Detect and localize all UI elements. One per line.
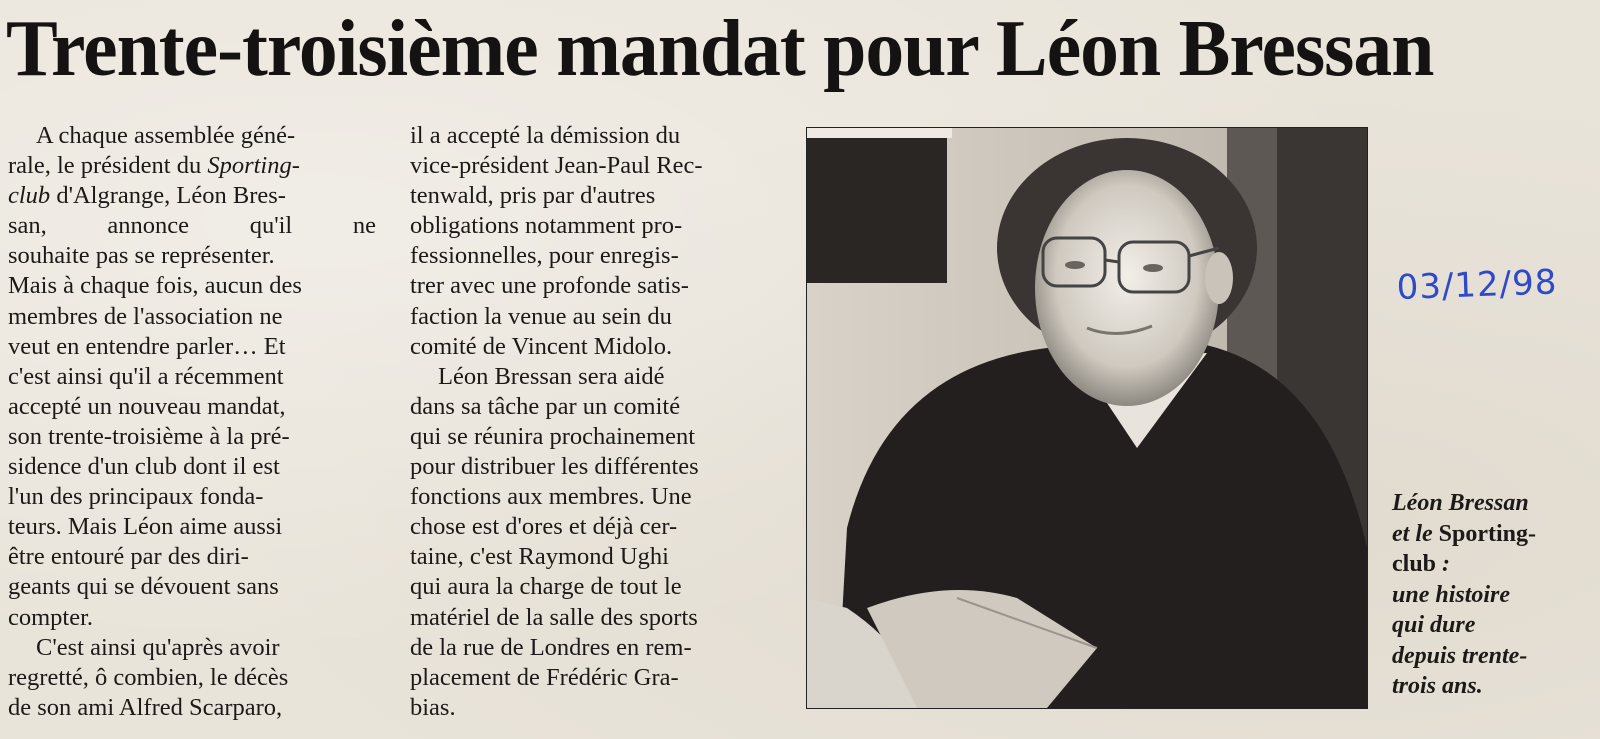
caption-line: club : [1392, 551, 1451, 577]
caption-line: et le Sporting- [1392, 520, 1536, 547]
paragraph-3-line: placement de Frédéric Gra- [410, 663, 679, 691]
paragraph-2-line: comité de Vincent Midolo. [410, 332, 673, 360]
paragraph-1-line: compter. [8, 603, 94, 631]
paragraph-1-line: veut en entendre parler… Et [8, 332, 286, 360]
caption-line: Léon Bressan [1392, 490, 1529, 516]
paragraph-2-line: C'est ainsi qu'après avoir [36, 633, 280, 661]
paragraph-3-line: de la rue de Londres en rem- [410, 633, 692, 661]
caption-line: une histoire [1392, 581, 1511, 608]
paragraph-3-line: qui aura la charge de tout le [410, 573, 682, 601]
paragraph-3-line: qui se réunira prochainement [410, 422, 696, 450]
paragraph-2-line: fessionnelles, pour enregis- [410, 242, 679, 270]
article-headline: Trente-troisième mandat pour Léon Bressan [6, 5, 1434, 93]
photo-caption [1392, 488, 1567, 702]
paragraph-2-line: vice-président Jean-Paul Rec- [410, 152, 703, 180]
article-column-1 [8, 121, 376, 723]
paragraph-2-line: obligations notamment pro- [410, 212, 683, 240]
paragraph-3-line: matériel de la salle des sports [410, 603, 698, 631]
paragraph-3-line: Léon Bressan sera aidé [438, 362, 665, 390]
paragraph-1-line: Mais à chaque fois, aucun des [8, 272, 302, 300]
paragraph-3-line: fonctions aux membres. Une [410, 483, 692, 511]
paragraph-1-line: l'un des principaux fonda- [8, 483, 264, 511]
caption-line: depuis trente- [1392, 642, 1528, 669]
paragraph-2-line: regretté, ô combien, le décès [8, 663, 289, 691]
paragraph-1-line: san, annonce qu'il ne [8, 212, 376, 240]
article-column-2 [410, 121, 772, 723]
paragraph-3-line: bias. [410, 693, 456, 721]
paragraph-2-line: tenwald, pris par d'autres [410, 182, 656, 210]
paragraph-1-line: son trente-troisième à la pré- [8, 422, 290, 450]
paragraph-1-line: A chaque assemblée géné- [36, 122, 296, 149]
paragraph-1-line: teurs. Mais Léon aime aussi [8, 513, 283, 541]
handwritten-date: 03/12/98 [1396, 262, 1559, 308]
caption-line: trois ans. [1392, 673, 1483, 699]
paragraph-2-line: de son ami Alfred Scarparo, [8, 693, 283, 721]
paragraph-1-line: club d'Algrange, Léon Bres- [8, 182, 286, 210]
paragraph-1-line: sidence d'un club dont il est [8, 453, 280, 481]
portrait-illustration [807, 128, 1367, 708]
paragraph-1-line: geants qui se dévouent sans [8, 573, 279, 601]
paragraph-1-line: souhaite pas se représenter. [8, 242, 275, 270]
paragraph-1-line: membres de l'association ne [8, 302, 283, 330]
paragraph-1-line: accepté un nouveau mandat, [8, 392, 286, 420]
paragraph-1-line: rale, le président du Sporting- [8, 152, 300, 180]
caption-line: qui dure [1392, 612, 1476, 638]
paragraph-1-line: c'est ainsi qu'il a récemment [8, 362, 284, 390]
paragraph-2-line: faction la venue au sein du [410, 302, 672, 330]
paragraph-3-line: dans sa tâche par un comité [410, 392, 681, 420]
paragraph-3-line: chose est d'ores et déjà cer- [410, 513, 678, 541]
paragraph-2-line: il a accepté la démission du [410, 122, 681, 149]
paragraph-3-line: taine, c'est Raymond Ughi [410, 543, 669, 571]
paragraph-2-line: trer avec une profonde satis- [410, 272, 689, 300]
portrait-photo [806, 127, 1368, 709]
paragraph-3-line: pour distribuer les différentes [410, 453, 699, 481]
paragraph-1-line: être entouré par des diri- [8, 543, 249, 571]
